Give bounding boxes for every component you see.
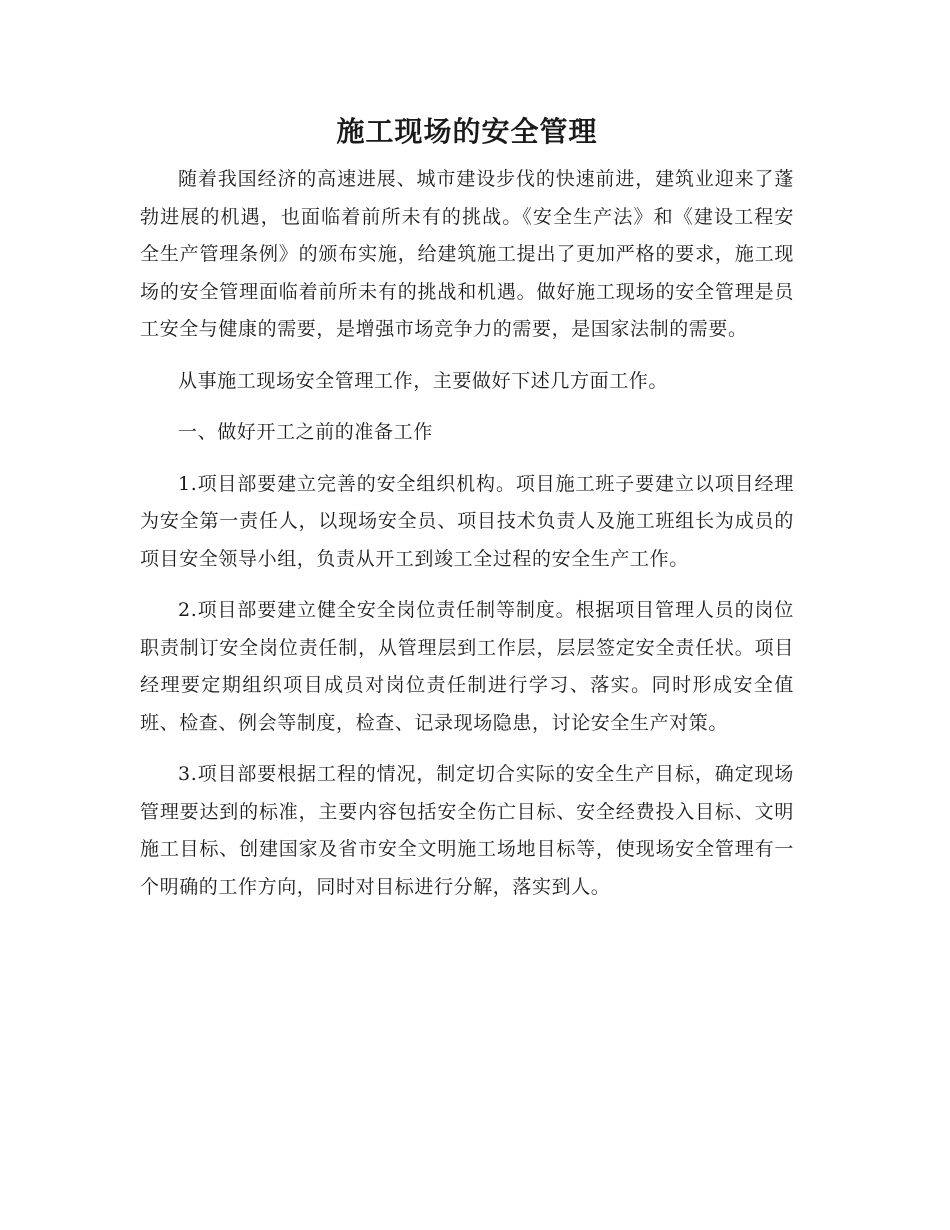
paragraph-scope: 从事施工现场安全管理工作，主要做好下述几方面工作。 <box>178 369 669 392</box>
paragraph-intro: 随着我国经济的高速进展、城市建设步伐的快速前进，建筑业迎来了蓬勃进展的机遇，也面临着前所未有的挑战。《安全生产法》和《建设工程安全生产管理条例》的颁布实施，给建筑施工提出了更加严格的要求，施工现场的安全管理面临着前所未有的挑战和机遇。做好施工现场的安全管理是员工安全与健康的需要，是增强市场竞争力的需要，是国家法制的需要。 <box>140 168 794 340</box>
paragraph-item-1: 1.项目部要建立完善的安全组织机构。项目施工班子要建立以项目经理为安全第一责任人，以现场安全员、项目技术负责人及施工班组长为成员的项目安全领导小组，负责从开工到竣工全过程的安全生产工作。 <box>140 472 794 570</box>
document-title: 施工现场的安全管理 <box>336 115 598 148</box>
section-heading-preparation: 一、做好开工之前的准备工作 <box>178 421 433 443</box>
paragraph-item-2: 2.项目部要建立健全安全岗位责任制等制度。根据项目管理人员的岗位职责制订安全岗位责任制，从管理层到工作层，层层签定安全责任状。项目经理要定期组织项目成员对岗位责任制进行学习、落实。同时形成安全值班、检查、例会等制度，检查、记录现场隐患，讨论安全生产对策。 <box>140 599 794 734</box>
document-page <box>140 108 794 906</box>
paragraph-item-3: 3.项目部要根据工程的情况，制定切合实际的安全生产目标，确定现场管理要达到的标准，主要内容包括安全伤亡目标、安全经费投入目标、文明施工目标、创建国家及省市安全文明施工场地目标等，使现场安全管理有一个明确的工作方向，同时对目标进行分解，落实到人。 <box>140 763 794 898</box>
